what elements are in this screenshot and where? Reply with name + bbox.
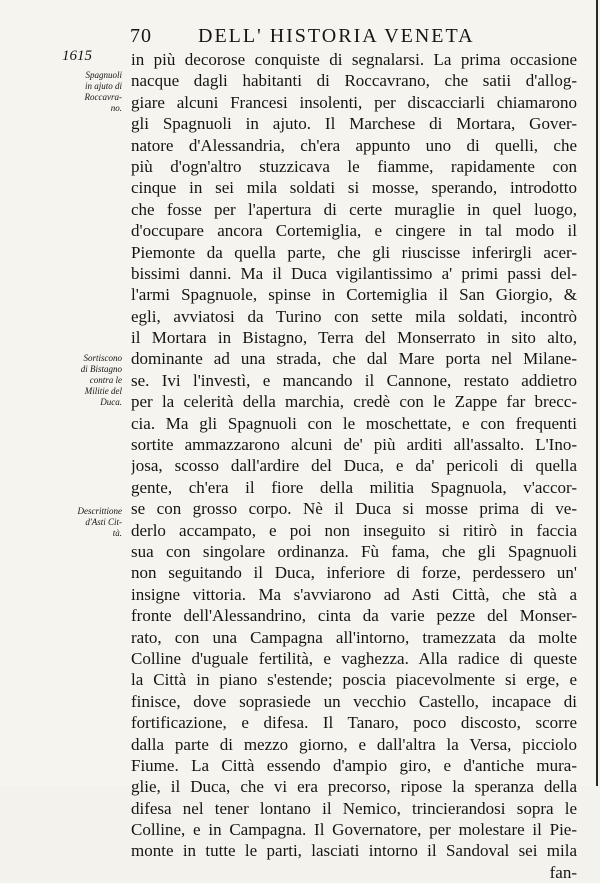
text-line: se. Ivi l'investì, e mancando il Cannone, restato addietro bbox=[131, 370, 577, 390]
marginal-note-sortiscono bbox=[48, 353, 122, 408]
text-line: fortificazione, e difesa. Il Tanaro, poco discosto, scorre bbox=[131, 713, 577, 733]
text-line: giare alcuni Francesi insolenti, per discacciarli chiamarono bbox=[131, 92, 577, 112]
text-line: Piemonte da quella parte, che gli riuscisse inferirgli acer- bbox=[131, 242, 577, 262]
text-line: se con grosso corpo. Nè il Duca si mosse prima di ve- bbox=[131, 499, 577, 519]
text-line: non seguitando il Duca, inferiore di forze, perdessero un' bbox=[131, 563, 577, 583]
running-title: DELL' HISTORIA VENETA bbox=[198, 25, 475, 47]
text-line: gente, ch'era il fiore della militia Spagnuola, v'accor- bbox=[131, 477, 577, 497]
marginal-note-spagnuoli bbox=[48, 70, 122, 114]
marginal-note-line: Spagnuoli bbox=[85, 70, 122, 80]
text-line: che fosse per l'apertura di certe muraglie in quel luogo, bbox=[131, 199, 577, 219]
text-line: Fiume. La Città essendo d'ampio giro, e d'antiche mura- bbox=[131, 755, 577, 775]
text-line: rato, con una Campagna all'intorno, tramezzata da molte bbox=[131, 627, 577, 647]
text-line: insigne vittoria. Ma s'avviarono ad Asti Città, che stà a bbox=[131, 584, 577, 604]
text-line: nacque dagli habitanti di Roccavrano, che satii d'allog- bbox=[131, 71, 577, 91]
text-line: difesa nel tener lontano il Nemico, trincierandosi sopra le bbox=[131, 798, 577, 818]
page-number: 70 bbox=[130, 25, 152, 47]
marginal-note-line: Duca. bbox=[100, 397, 122, 407]
text-line: fronte dell'Alessandrino, cinta da varie pezze del Monser- bbox=[131, 606, 577, 626]
text-line: per la celerità della marchia, credè con le Zappe far brecc- bbox=[131, 392, 577, 412]
text-line: glie, il Duca, che vi era precorso, ripose la speranza della bbox=[131, 777, 577, 797]
margin-year: 1615 bbox=[62, 48, 92, 64]
marginal-note-line: Descrittione bbox=[77, 506, 122, 516]
text-line: in più decorose conquiste di segnalarsi. La prima occasione bbox=[131, 50, 577, 69]
text-line: gli Spagnuoli in ajuto. Il Marchese di Mortara, Gover- bbox=[131, 114, 577, 134]
text-line: finisce, dove soprasiede un vecchio Castello, incapace di bbox=[131, 691, 577, 711]
marginal-note-line: no. bbox=[110, 103, 122, 113]
text-line: derlo accampato, e poi non inseguito si ritirò in faccia bbox=[131, 520, 577, 540]
text-line: Colline, e in Campagna. Il Governatore, per molestare il Pie- bbox=[131, 820, 577, 840]
marginal-note-line: Roccavra- bbox=[84, 92, 122, 102]
marginal-note-line: Sortiscono bbox=[83, 353, 122, 363]
marginal-note-line: di Bistagno bbox=[80, 364, 122, 374]
marginal-note-descrittione bbox=[48, 506, 122, 539]
text-line: josa, scosso dall'ardire del Duca, e da' pericoli di quella bbox=[131, 456, 577, 476]
page-header bbox=[130, 25, 575, 51]
text-line: sua con singolare ordinanza. Fù fama, che gli Spagnuoli bbox=[131, 541, 577, 561]
text-line: il Mortara in Bistagno, Terra del Monserrato in sito alto, bbox=[131, 328, 577, 348]
text-line: dominante ad una strada, che dal Mare porta nel Milane- bbox=[131, 349, 577, 369]
text-line: bissimi danni. Ma il Duca vigilantissimo a' primi passi del- bbox=[131, 263, 577, 283]
text-line: cia. Ma gli Spagnuoli con le moschettate, e con frequenti bbox=[131, 413, 577, 433]
page-edge-rule bbox=[596, 0, 598, 786]
marginal-note-line: Militie del bbox=[84, 386, 122, 396]
marginal-note-line: contra le bbox=[89, 375, 122, 385]
text-line: l'armi Spagnuole, spinse in Cortemiglia il San Giorgio, & bbox=[131, 285, 577, 305]
text-line: d'occupare ancora Cortemiglia, e cingere in tal modo il bbox=[131, 221, 577, 241]
text-line: fan- bbox=[549, 862, 577, 882]
text-line: monte in tutte le parti, lasciati intorno il Sandoval sei mila bbox=[131, 841, 577, 861]
marginal-note-line: in ajuto di bbox=[84, 81, 122, 91]
marginal-note-line: tà. bbox=[112, 528, 122, 538]
text-line: sortite ammazzarono alcuni de' più arditi all'assalto. L'Ino- bbox=[131, 435, 577, 455]
text-line: più d'ogn'altro stuzzicava le fiamme, rapidamente con bbox=[131, 156, 577, 176]
text-line: cinque in sei mila soldati si mosse, sperando, introdotto bbox=[131, 178, 577, 198]
text-line: egli, avviatosi da Turino con sette mila soldati, incontrò bbox=[131, 306, 577, 326]
text-line: la Città in piano s'estende; poscia piacevolmente si erge, e bbox=[131, 670, 577, 690]
text-line: dalla parte di mezzo giorno, e dall'altra la Versa, picciolo bbox=[131, 734, 577, 754]
text-line: natore d'Alessandria, ch'era appunto uno di quelli, che bbox=[131, 135, 577, 155]
text-line: Colline d'uguale fertilità, e vaghezza. Alla radice di queste bbox=[131, 648, 577, 668]
marginal-note-line: d'Asti Cit- bbox=[85, 517, 122, 527]
body-text bbox=[131, 49, 577, 883]
